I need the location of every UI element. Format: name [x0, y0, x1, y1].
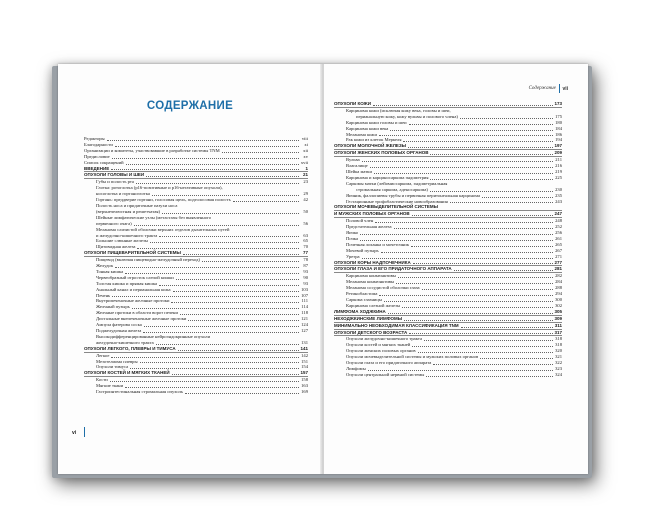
page-title: СОДЕРЖАНИЕ — [146, 100, 234, 112]
toc-entry-label: ОПУХОЛИ ДЕТСКОГО ВОЗРАСТА — [334, 329, 408, 335]
toc-leader-dots — [375, 222, 553, 223]
toc-leader-dots — [146, 176, 299, 177]
toc-entry-page: xi — [304, 141, 308, 147]
toc-entry-label: Гастроинтестинальная стромальная опухоль — [96, 389, 184, 395]
toc-entry-label: Опухоли центральной нервной системы — [346, 371, 425, 377]
toc-entry[interactable] — [84, 389, 308, 395]
toc-leader-dots — [140, 362, 299, 363]
toc-entry-label: Саркома глазницы — [346, 297, 382, 302]
toc-entry-page: 256 — [555, 230, 562, 236]
toc-entry-label: Мезотелиома плевры — [96, 358, 138, 364]
toc-entry-label: Глотка: ротоглотка (p16-позитивные и p16-негативные опухоли), — [96, 185, 223, 191]
toc-leader-dots — [381, 252, 553, 253]
right-page — [324, 64, 588, 474]
toc-entry-label: ОПУХОЛИ ГЛАЗА И ЕГО ПРИДАТОЧНОГО АППАРАТА — [334, 266, 452, 272]
toc-leader-dots — [433, 364, 553, 365]
toc-entry-label: Вульва — [346, 157, 360, 163]
toc-entry-page: 323 — [555, 365, 562, 371]
toc-entry-page: 90 — [303, 274, 308, 280]
toc-section[interactable] — [334, 143, 562, 150]
toc-entry-label: Благодарности — [84, 141, 113, 147]
toc-entry-page: 305 — [554, 308, 562, 314]
toc-entry-label: ЛИМФОМА ХОДЖКИНА — [334, 308, 386, 314]
toc-entry-label: ОПУХОЛИ МОЛОЧНОЙ ЖЕЛЕЗЫ — [334, 143, 407, 149]
toc-entry-page: xii — [303, 147, 308, 153]
toc-entry-page: xv — [303, 153, 308, 159]
toc-leader-dots — [222, 152, 299, 153]
toc-leader-dots — [430, 179, 553, 180]
toc-entry-label: Опухоли мочевыделительной системы и мужских половых органов — [346, 354, 479, 360]
running-head — [529, 84, 568, 93]
toc-leader-dots — [112, 296, 299, 297]
toc-entry-page: 50 — [303, 208, 308, 214]
toc-entry-page: 114 — [301, 304, 308, 310]
toc-leader-dots — [132, 308, 299, 309]
toc-section[interactable] — [84, 250, 308, 257]
toc-entry-label: Толстая кишка и прямая кишка — [96, 280, 158, 286]
toc-leader-dots — [188, 320, 299, 321]
toc-leader-dots — [374, 173, 553, 174]
toc-entry-label: НЕХОДЖКИНСКИЕ ЛИМФОМЫ — [334, 315, 403, 321]
toc-entry-label: Шейные лимфатические узлы (метастазы без выявленного — [96, 214, 212, 220]
toc-entry-label: Лимфомы — [346, 365, 366, 371]
toc-leader-dots — [450, 202, 553, 203]
toc-leader-dots — [409, 124, 553, 125]
toc-entry-label: Рак кожи из клеток Меркеля — [346, 137, 402, 143]
toc-entry-label: И МУЖСКИХ ПОЛОВЫХ ОРГАНОВ — [334, 211, 410, 217]
toc-entry-page: 23 — [303, 179, 308, 185]
toc-leader-dots — [115, 267, 299, 268]
toc-entry-page: 124 — [301, 322, 308, 328]
toc-leader-dots — [461, 327, 553, 328]
toc-entry-label: ОПУХОЛИ МОЧЕВЫДЕЛИТЕЛЬНОЙ СИСТЕМЫ — [334, 204, 439, 210]
toc-entry-label: Желчный пузырь — [96, 304, 130, 310]
toc-leader-dots — [418, 352, 553, 353]
toc-entry-label: Половой член — [346, 218, 374, 224]
toc-leader-dots — [424, 340, 553, 341]
toc-entry-page: 87 — [303, 263, 308, 269]
left-toc-list — [84, 136, 308, 395]
toc-entry-label: Карцинома конъюнктивы — [346, 273, 396, 279]
toc-entry-page: xvii — [300, 159, 308, 165]
toc-entry-page: 235 — [555, 192, 562, 198]
toc-leader-dots — [368, 370, 553, 371]
toc-entry-page: 302 — [555, 302, 562, 308]
toc-leader-dots — [144, 326, 299, 327]
toc-entry-label: ОПУХОЛИ КОСТЕЙ И МЯГКИХ ТКАНЕЙ — [84, 370, 170, 376]
toc-entry-page: 158 — [301, 377, 308, 383]
toc-entry-page: 265 — [555, 241, 562, 247]
toc-entry-label: ОПУХОЛИ ЖЕНСКИХ ПОЛОВЫХ ОРГАНОВ — [334, 150, 429, 156]
toc-leader-dots — [180, 314, 299, 315]
toc-section[interactable] — [334, 266, 562, 273]
toc-leader-dots — [136, 183, 299, 184]
toc-leader-dots — [185, 393, 299, 394]
toc-leader-dots — [134, 225, 299, 226]
toc-entry-label: Опухоли женских половых органов — [346, 348, 416, 354]
right-page-number: vii — [562, 85, 568, 92]
toc-entry-label: Мочевой пузырь — [346, 247, 379, 253]
toc-entry-page: 173 — [554, 101, 562, 106]
toc-entry-label: Опухоли глаза и его придаточного аппарата — [346, 360, 432, 366]
toc-leader-dots — [152, 195, 299, 196]
toc-leader-dots — [460, 118, 553, 119]
toc-entry-label: Внутрипеченочные желчные протоки — [96, 298, 170, 304]
toc-entry-label: Анальный канал и перианальная кожа — [96, 286, 171, 292]
toc-leader-dots — [159, 236, 299, 237]
toc-entry-page: 211 — [555, 157, 562, 163]
toc-leader-dots — [409, 333, 553, 334]
toc-leader-dots — [360, 234, 553, 235]
toc-leader-dots — [233, 201, 299, 202]
toc-leader-dots — [454, 270, 553, 271]
toc-entry-page: 318 — [555, 336, 562, 342]
toc-entry-label: Меланома слизистой оболочки верхних отделов дыхательных путей — [96, 226, 230, 232]
toc-leader-dots — [125, 387, 299, 388]
toc-entry-page: 180 — [555, 119, 562, 125]
toc-entry-label: Большие слюнные железы — [96, 238, 148, 244]
toc-entry-page: 65 — [303, 238, 308, 244]
left-page-number — [72, 430, 76, 436]
toc-leader-dots — [143, 332, 299, 333]
toc-entry[interactable] — [334, 372, 562, 378]
toc-entry-page: 151 — [301, 358, 308, 364]
toc-entry-label: ОПУХОЛИ КОРЫ НАДПОЧЕЧНИКА — [334, 259, 411, 265]
toc-entry-page: 42 — [303, 197, 308, 203]
toc-leader-dots — [107, 140, 299, 141]
toc-entry-page: 93 — [303, 280, 308, 286]
toc-entry-page: 103 — [301, 286, 308, 292]
toc-entry-label: Легкое — [96, 352, 110, 358]
running-head-bar — [559, 84, 560, 93]
toc-entry-page: 281 — [554, 266, 562, 272]
toc-entry-label: Опухоли костей и мягких тканей — [346, 342, 411, 348]
toc-entry-page: viii — [301, 136, 308, 141]
book-spread — [58, 64, 588, 474]
toc-leader-dots — [362, 161, 553, 162]
toc-entry-page: 261 — [555, 235, 562, 241]
toc-entry-page: 282 — [555, 273, 562, 279]
toc-entry-page: 142 — [301, 352, 308, 358]
toc-entry-page: 169 — [301, 389, 308, 395]
toc-leader-dots — [411, 246, 553, 247]
toc-entry-page: 317 — [554, 329, 562, 335]
toc-entry-page: 63 — [303, 232, 308, 238]
toc-leader-dots — [430, 191, 553, 192]
toc-entry-label: Яичко — [346, 230, 359, 236]
toc-entry-page: 121 — [301, 316, 308, 322]
toc-leader-dots — [413, 263, 553, 264]
toc-entry-page: 320 — [555, 348, 562, 354]
toc-entry-page: 141 — [300, 345, 308, 351]
toc-entry-page: 219 — [555, 168, 562, 174]
toc-entry-label: Печень — [96, 292, 111, 298]
toc-section[interactable] — [84, 172, 308, 179]
toc-leader-dots — [408, 147, 553, 148]
toc-leader-dots — [110, 381, 299, 382]
toc-entry-label: Меланома кожи — [346, 131, 377, 137]
toc-leader-dots — [126, 164, 299, 165]
toc-leader-dots — [396, 283, 553, 284]
toc-leader-dots — [360, 240, 553, 241]
toc-entry-page: 318 — [555, 342, 562, 348]
toc-entry-label: Карцинома и карциносаркома эндометрия — [346, 174, 429, 180]
toc-entry-label: Редакторы — [84, 136, 105, 141]
toc-leader-dots — [159, 285, 299, 286]
toc-entry-page: 243 — [555, 198, 562, 204]
toc-leader-dots — [125, 273, 299, 274]
toc-entry-label: ВВЕДЕНИЕ — [84, 165, 110, 171]
toc-entry-label: Почка — [346, 235, 359, 241]
toc-entry-label: Ретинобластома — [346, 291, 378, 297]
toc-section[interactable] — [84, 166, 308, 173]
toc-entry-page: 56 — [303, 220, 308, 226]
toc-entry-label: Карцинома кожи века — [346, 125, 389, 131]
toc-entry-label: ОПУХОЛИ ПИЩЕВАРИТЕЛЬНОЙ СИСТЕМЫ — [84, 250, 181, 256]
toc-leader-dots — [482, 197, 553, 198]
toc-leader-dots — [173, 291, 299, 292]
toc-section[interactable] — [334, 211, 562, 218]
toc-entry-page: 324 — [555, 371, 562, 377]
toc-leader-dots — [202, 261, 299, 262]
toc-entry-label: Почечная лоханка и мочеточник — [346, 241, 409, 247]
toc-entry-label: МИНИМАЛЬНО НЕОБХОДИМАЯ КЛАССИФИКАЦИЯ TNM — [334, 322, 459, 328]
toc-leader-dots — [390, 130, 553, 131]
toc-entry-page: 248 — [555, 218, 562, 224]
toc-entry-label: Предисловие — [84, 153, 110, 159]
toc-leader-dots — [384, 301, 553, 302]
left-folio-bar — [84, 427, 85, 437]
toc-entry-label: Дистальные внепеченочные желчные протоки — [96, 316, 187, 322]
toc-section[interactable] — [334, 260, 562, 267]
toc-entry-page: 284 — [555, 279, 562, 285]
toc-entry-page: 175 — [555, 113, 562, 119]
toc-section[interactable] — [334, 204, 562, 211]
toc-entry-label: Полость носа и придаточные пазухи носа — [96, 202, 178, 208]
toc-leader-dots — [403, 141, 553, 142]
toc-leader-dots — [172, 374, 299, 375]
toc-entry-page: 78 — [303, 257, 308, 263]
toc-entry-label: Саркомы матки (лейомиосаркома, эндометриальная — [346, 180, 448, 186]
toc-entry-page: 131 — [301, 339, 308, 345]
toc-leader-dots — [379, 135, 553, 136]
toc-entry-page: 29 — [303, 191, 308, 197]
toc-entry-label: Тонкая кишка — [96, 268, 124, 274]
toc-entry-label: желудочно-кишечного тракта — [96, 339, 154, 345]
toc-entry-label: Предстательная железа — [346, 224, 392, 230]
toc-entry-page: 154 — [301, 364, 308, 370]
toc-entry-label: Карцинома кожи (исключая кожу века, головы и шеи, — [346, 107, 451, 113]
toc-leader-dots — [412, 346, 553, 347]
toc-entry-label: Губы и полость рта — [96, 179, 134, 185]
toc-entry-label: Шейка матки — [346, 168, 372, 174]
toc-entry-page: 267 — [555, 247, 562, 253]
toc-entry-label: Желчные протоки в области ворот печени — [96, 310, 178, 316]
toc-leader-dots — [370, 167, 553, 168]
toc-entry-label: стромальная саркома, аденосаркома) — [356, 186, 428, 192]
toc-leader-dots — [412, 215, 553, 216]
toc-leader-dots — [426, 376, 553, 377]
toc-entry-page: 77 — [302, 250, 308, 256]
toc-entry-label: Карцинома слезной железы — [346, 302, 401, 308]
toc-leader-dots — [112, 158, 299, 159]
toc-leader-dots — [388, 313, 553, 314]
toc-leader-dots — [394, 228, 553, 229]
toc-leader-dots — [171, 302, 299, 303]
toc-entry-page: 1 — [305, 165, 308, 171]
toc-entry-page: 127 — [301, 328, 308, 333]
toc-entry-page: 194 — [555, 137, 562, 143]
toc-entry-label: Список сокращений — [84, 159, 124, 165]
toc-entry-label: Высокодифференцированные нейроэндокринные опухоли — [96, 333, 211, 339]
toc-leader-dots — [398, 277, 553, 278]
toc-entry-label: Влагалище — [346, 163, 368, 169]
toc-entry-label: Яичник, фаллопиевы трубы и первичная перитонеальная карцинома — [346, 192, 481, 198]
toc-leader-dots — [362, 258, 553, 259]
toc-entry-label: Опухоли желудочно-кишечного тракта — [346, 336, 422, 342]
toc-entry-label: Организации и комитеты, участвовавшие в разработке системы TNM — [84, 147, 220, 153]
toc-entry-label: Червеобразный отросток слепой кишки — [96, 274, 174, 280]
toc-leader-dots — [422, 289, 553, 290]
toc-leader-dots — [162, 213, 299, 214]
toc-entry-page: 197 — [554, 143, 562, 149]
running-head-text: Содержание — [528, 86, 556, 91]
toc-entry-page: 209 — [554, 150, 562, 156]
toc-section[interactable] — [334, 323, 562, 330]
toc-section[interactable] — [334, 101, 562, 108]
toc-section[interactable] — [334, 316, 562, 323]
toc-entry-label: и желудочно-кишечного тракта — [96, 232, 158, 238]
toc-entry-label: Уретра — [346, 253, 360, 259]
toc-section[interactable] — [334, 150, 562, 157]
toc-entry-label: (верхнечелюстная и решетчатая) — [96, 208, 161, 214]
toc-entry-page: 186 — [555, 131, 562, 137]
left-page — [58, 64, 322, 474]
toc-section[interactable] — [84, 346, 308, 353]
toc-leader-dots — [379, 295, 553, 296]
toc-leader-dots — [430, 154, 553, 155]
toc-entry-page: 294 — [555, 291, 562, 297]
left-folio-text: vi — [72, 430, 77, 436]
toc-entry-label: Пищевод (включая пищеводно-желудочный переход) — [96, 257, 201, 263]
toc-leader-dots — [404, 320, 553, 321]
toc-entry-label: Поджелудочная железа — [96, 328, 142, 333]
toc-leader-dots — [111, 357, 299, 358]
toc-entry-page: 225 — [555, 174, 562, 180]
toc-entry-page: 93 — [303, 268, 308, 274]
toc-entry-page: 321 — [555, 354, 562, 360]
toc-entry-label: Опухоли тимуса — [96, 364, 129, 370]
toc-entry-label: Гортань: преддверие гортани, голосовая щель, подголосовая полость — [96, 197, 231, 203]
toc-entry-page: 300 — [555, 297, 562, 302]
toc-leader-dots — [150, 242, 299, 243]
toc-entry-page: 247 — [554, 211, 562, 217]
toc-entry-label: перианальную кожу, кожу вульвы и полового члена) — [356, 113, 458, 119]
toc-entry-label: Мягкие ткани — [96, 383, 124, 389]
toc-entry-page: 184 — [555, 125, 562, 131]
toc-leader-dots — [176, 279, 299, 280]
toc-entry-label: ОПУХОЛИ КОЖИ — [334, 101, 371, 106]
toc-leader-dots — [156, 344, 299, 345]
toc-entry-page: 230 — [555, 186, 562, 192]
toc-entry-label: ОПУХОЛИ ГОЛОВЫ И ШЕИ — [84, 172, 145, 178]
toc-leader-dots — [178, 350, 299, 351]
toc-entry-label: Ампула фатерова соска — [96, 322, 142, 328]
toc-entry-page: 277 — [554, 259, 562, 265]
toc-entry-page: 252 — [555, 224, 562, 230]
right-toc-list — [334, 101, 562, 378]
toc-section[interactable] — [334, 330, 562, 337]
toc-entry-page: 322 — [555, 360, 562, 366]
toc-entry-label: Щитовидная железа — [96, 244, 136, 250]
toc-entry-page: 311 — [554, 322, 562, 328]
toc-entry-page: 216 — [555, 163, 562, 169]
toc-entry-label: носоглотка и гортаноглотка — [96, 191, 150, 197]
toc-entry-page: 163 — [301, 383, 308, 389]
toc-entry-page: 157 — [300, 370, 308, 376]
toc-section[interactable] — [334, 309, 562, 316]
toc-leader-dots — [115, 146, 299, 147]
toc-entry-page: 111 — [301, 298, 308, 304]
toc-entry-label: Меланома сосудистой оболочки глаза — [346, 285, 420, 291]
toc-leader-dots — [183, 254, 299, 255]
toc-entry-label: первичного очага) — [96, 220, 132, 226]
toc-entry-page: 309 — [554, 315, 562, 321]
toc-entry-page: 288 — [555, 285, 562, 291]
toc-entry-page: 271 — [555, 253, 562, 259]
toc-entry-page: 118 — [301, 310, 308, 316]
toc-entry-label: Кости — [96, 377, 108, 383]
toc-entry-page: 107 — [301, 292, 308, 298]
toc-leader-dots — [402, 307, 553, 308]
toc-leader-dots — [480, 358, 553, 359]
toc-leader-dots — [373, 105, 553, 106]
toc-entry-label: ОПУХОЛИ ЛЕГКОГО, ПЛЕВРЫ И ТИМУСА — [84, 345, 176, 351]
toc-entry-page: 70 — [303, 244, 308, 250]
toc-entry-page: 21 — [302, 172, 308, 178]
toc-leader-dots — [111, 169, 299, 170]
toc-entry-label: Желудок — [96, 263, 114, 269]
toc-section[interactable] — [84, 370, 308, 377]
toc-entry-label: Меланома конъюнктивы — [346, 279, 395, 285]
toc-entry-label: Карцинома кожи головы и шеи — [346, 119, 407, 125]
toc-entry-label: Гестационные трофобластические новообразования — [346, 198, 448, 204]
